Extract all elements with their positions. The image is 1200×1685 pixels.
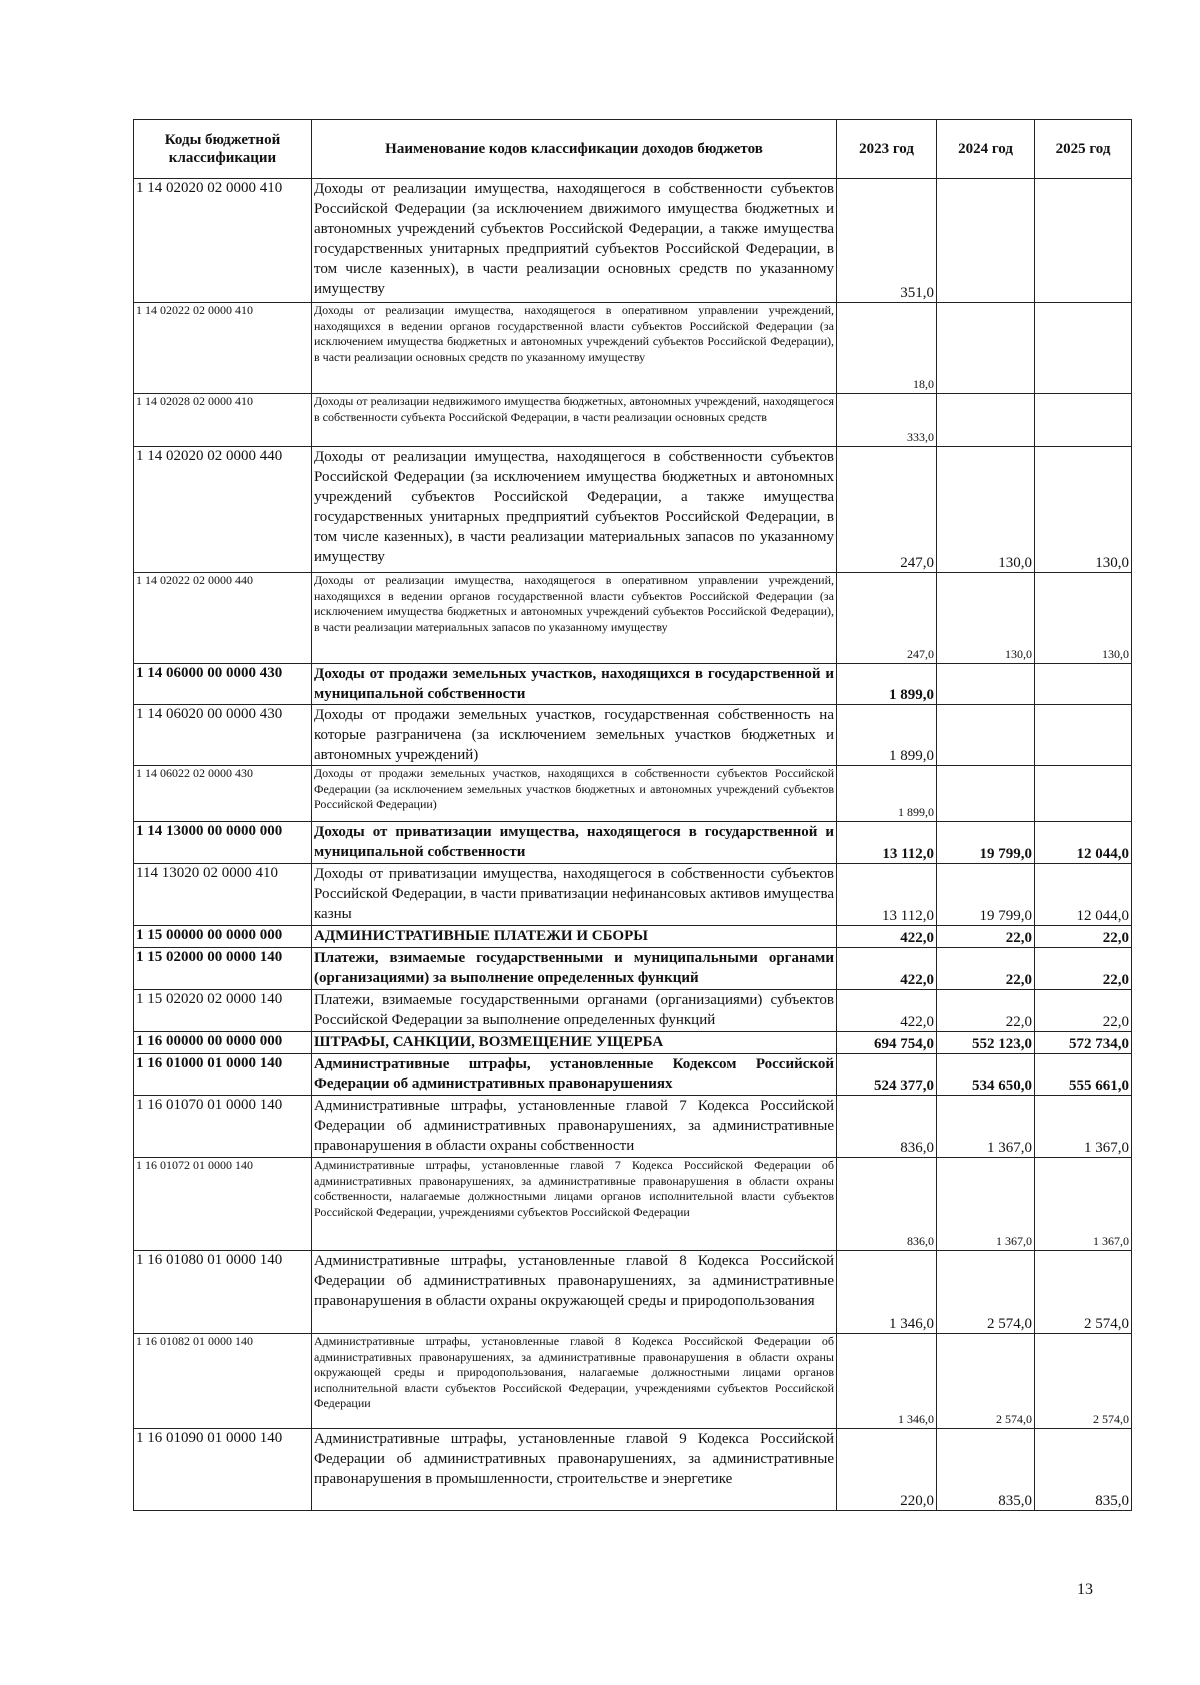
row-2024 xyxy=(937,303,1035,394)
row-name: Доходы от реализации имущества, находящегося в оперативном управлении учреждений, находящихся в ведении органов государственной власти субъектов Российской Федерации (за исключением имущества бюджетных и автономных учреждений субъектов Российской Федерации), в части реализации материальных запасов по указанному имуществу xyxy=(312,573,837,664)
row-2024: 835,0 xyxy=(937,1429,1035,1511)
row-name: Доходы от реализации имущества, находящегося в собственности субъектов Российской Федерации (за исключением имущества бюджетных и автономных учреждений субъектов Российской Федерации, а также имущества государственных унитарных предприятий субъектов Российской Федерации, в том числе казенных), в части реализации материальных запасов по указанному имуществу xyxy=(312,447,837,573)
table-row xyxy=(134,303,1132,394)
row-name: Административные штрафы, установленные главой 7 Кодекса Российской Федерации об административных правонарушениях, за административные правонарушения в области охраны собственности, налагаемые должностными лицами органов исполнительной власти субъектов Российской Федерации, учреждениями субъектов Российской Федерации xyxy=(312,1158,837,1251)
row-2023: 694 754,0 xyxy=(837,1032,937,1054)
row-2025 xyxy=(1035,179,1132,303)
row-2025: 835,0 xyxy=(1035,1429,1132,1511)
row-2024: 22,0 xyxy=(937,990,1035,1032)
row-code: 1 15 00000 00 0000 000 xyxy=(134,926,312,948)
row-2024: 552 123,0 xyxy=(937,1032,1035,1054)
row-2024: 2 574,0 xyxy=(937,1334,1035,1429)
row-2023: 18,0 xyxy=(837,303,937,394)
row-2025: 22,0 xyxy=(1035,926,1132,948)
table-row xyxy=(134,926,1132,948)
table-row xyxy=(134,664,1132,705)
row-name: АДМИНИСТРАТИВНЫЕ ПЛАТЕЖИ И СБОРЫ xyxy=(312,926,837,948)
row-name: Административные штрафы, установленные главой 8 Кодекса Российской Федерации об административных правонарушениях, за административные правонарушения в области охраны окружающей среды и природопользования xyxy=(312,1251,837,1334)
row-name: Доходы от продажи земельных участков, государственная собственность на которые разграничена (за исключением земельных участков бюджетных и автономных учреждений) xyxy=(312,705,837,766)
header-row xyxy=(134,120,1132,179)
row-code: 1 16 00000 00 0000 000 xyxy=(134,1032,312,1054)
row-code: 1 14 02022 02 0000 410 xyxy=(134,303,312,394)
row-2025: 1 367,0 xyxy=(1035,1096,1132,1158)
row-2024: 130,0 xyxy=(937,573,1035,664)
row-name: Доходы от реализации имущества, находящегося в оперативном управлении учреждений, находящихся в ведении органов государственной власти субъектов Российской Федерации (за исключением имущества бюджетных и автономных учреждений субъектов Российской Федерации), в части реализации основных средств по указанному имуществу xyxy=(312,303,837,394)
row-2023: 13 112,0 xyxy=(837,822,937,864)
row-2025 xyxy=(1035,664,1132,705)
row-2023: 836,0 xyxy=(837,1096,937,1158)
row-2024: 19 799,0 xyxy=(937,864,1035,926)
row-code: 1 14 02028 02 0000 410 xyxy=(134,394,312,447)
row-2025: 12 044,0 xyxy=(1035,822,1132,864)
row-2025: 22,0 xyxy=(1035,948,1132,990)
row-code: 1 14 06020 00 0000 430 xyxy=(134,705,312,766)
table-row xyxy=(134,1251,1132,1334)
row-name: Доходы от продажи земельных участков, находящихся в государственной и муниципальной собственности xyxy=(312,664,837,705)
row-2025: 130,0 xyxy=(1035,573,1132,664)
row-2023: 220,0 xyxy=(837,1429,937,1511)
table-row xyxy=(134,1429,1132,1511)
header-2024: 2024 год xyxy=(937,120,1035,179)
row-name: Платежи, взимаемые государственными органами (организациями) субъектов Российской Федерации за выполнение определенных функций xyxy=(312,990,837,1032)
table-row xyxy=(134,1054,1132,1096)
header-name: Наименование кодов классификации доходов бюджетов xyxy=(312,120,837,179)
row-code: 1 16 01082 01 0000 140 xyxy=(134,1334,312,1429)
row-2023: 1 899,0 xyxy=(837,766,937,822)
header-2025: 2025 год xyxy=(1035,120,1132,179)
row-code: 1 16 01000 01 0000 140 xyxy=(134,1054,312,1096)
row-code: 1 16 01070 01 0000 140 xyxy=(134,1096,312,1158)
header-2023: 2023 год xyxy=(837,120,937,179)
header-codes: Коды бюджетной классификации xyxy=(134,120,312,179)
row-2025 xyxy=(1035,705,1132,766)
row-2023: 422,0 xyxy=(837,926,937,948)
row-2023: 1 899,0 xyxy=(837,705,937,766)
row-name: Административные штрафы, установленные Кодексом Российской Федерации об административных правонарушениях xyxy=(312,1054,837,1096)
table-row xyxy=(134,990,1132,1032)
row-2023: 422,0 xyxy=(837,948,937,990)
table-row xyxy=(134,705,1132,766)
row-code: 1 15 02020 02 0000 140 xyxy=(134,990,312,1032)
row-2024: 1 367,0 xyxy=(937,1096,1035,1158)
row-2025: 2 574,0 xyxy=(1035,1334,1132,1429)
row-2023: 524 377,0 xyxy=(837,1054,937,1096)
row-code: 1 14 02020 02 0000 410 xyxy=(134,179,312,303)
row-name: Доходы от приватизации имущества, находящегося в государственной и муниципальной собственности xyxy=(312,822,837,864)
row-2024: 22,0 xyxy=(937,926,1035,948)
table-row xyxy=(134,766,1132,822)
table-row xyxy=(134,1334,1132,1429)
table-row xyxy=(134,394,1132,447)
row-code: 1 14 06000 00 0000 430 xyxy=(134,664,312,705)
row-2025: 555 661,0 xyxy=(1035,1054,1132,1096)
row-name: Платежи, взимаемые государственными и муниципальными органами (организациями) за выполнение определенных функций xyxy=(312,948,837,990)
row-2023: 1 346,0 xyxy=(837,1251,937,1334)
row-name: Доходы от реализации имущества, находящегося в собственности субъектов Российской Федерации (за исключением движимого имущества бюджетных и автономных учреждений субъектов Российской Федерации, а также имущества государственных унитарных предприятий субъектов Российской Федерации, в том числе казенных), в части реализации основных средств по указанному имуществу xyxy=(312,179,837,303)
row-2025: 2 574,0 xyxy=(1035,1251,1132,1334)
row-2023: 1 899,0 xyxy=(837,664,937,705)
row-2023: 1 346,0 xyxy=(837,1334,937,1429)
row-2023: 422,0 xyxy=(837,990,937,1032)
row-2023: 247,0 xyxy=(837,573,937,664)
table-row xyxy=(134,1096,1132,1158)
row-code: 1 14 06022 02 0000 430 xyxy=(134,766,312,822)
row-code: 114 13020 02 0000 410 xyxy=(134,864,312,926)
row-code: 1 14 02022 02 0000 440 xyxy=(134,573,312,664)
row-2024 xyxy=(937,179,1035,303)
row-name: Административные штрафы, установленные главой 7 Кодекса Российской Федерации об административных правонарушениях, за административные правонарушения в области охраны собственности xyxy=(312,1096,837,1158)
table-row xyxy=(134,822,1132,864)
page-number: 13 xyxy=(1077,1581,1093,1598)
row-2025 xyxy=(1035,394,1132,447)
row-2024: 1 367,0 xyxy=(937,1158,1035,1251)
row-2023: 247,0 xyxy=(837,447,937,573)
row-code: 1 16 01090 01 0000 140 xyxy=(134,1429,312,1511)
table-row xyxy=(134,573,1132,664)
row-2025: 1 367,0 xyxy=(1035,1158,1132,1251)
table-row xyxy=(134,1032,1132,1054)
row-code: 1 16 01072 01 0000 140 xyxy=(134,1158,312,1251)
row-2024 xyxy=(937,766,1035,822)
table-row xyxy=(134,864,1132,926)
table-row xyxy=(134,447,1132,573)
row-2024: 2 574,0 xyxy=(937,1251,1035,1334)
table-row xyxy=(134,179,1132,303)
row-code: 1 16 01080 01 0000 140 xyxy=(134,1251,312,1334)
table-row xyxy=(134,948,1132,990)
row-name: ШТРАФЫ, САНКЦИИ, ВОЗМЕЩЕНИЕ УЩЕРБА xyxy=(312,1032,837,1054)
table-row xyxy=(134,1158,1132,1251)
row-2024: 19 799,0 xyxy=(937,822,1035,864)
row-2025: 22,0 xyxy=(1035,990,1132,1032)
row-2024 xyxy=(937,705,1035,766)
row-name: Административные штрафы, установленные главой 9 Кодекса Российской Федерации об административных правонарушениях, за административные правонарушения в промышленности, строительстве и энергетике xyxy=(312,1429,837,1511)
row-code: 1 14 02020 02 0000 440 xyxy=(134,447,312,573)
row-2025: 12 044,0 xyxy=(1035,864,1132,926)
row-2024 xyxy=(937,394,1035,447)
row-name: Административные штрафы, установленные главой 8 Кодекса Российской Федерации об административных правонарушениях, за административные правонарушения в области охраны окружающей среды и природопользования, налагаемые должностными лицами органов исполнительной власти субъектов Российской Федерации, учреждениями субъектов Российской Федерации xyxy=(312,1334,837,1429)
row-2025 xyxy=(1035,303,1132,394)
row-code: 1 15 02000 00 0000 140 xyxy=(134,948,312,990)
row-name: Доходы от продажи земельных участков, находящихся в собственности субъектов Российской Федерации (за исключением земельных участков бюджетных и автономных учреждений субъектов Российской Федерации) xyxy=(312,766,837,822)
row-2024: 130,0 xyxy=(937,447,1035,573)
row-2023: 351,0 xyxy=(837,179,937,303)
row-2023: 13 112,0 xyxy=(837,864,937,926)
row-2024: 22,0 xyxy=(937,948,1035,990)
row-name: Доходы от реализации недвижимого имущества бюджетных, автономных учреждений, находящегося в собственности субъекта Российской Федерации, в части реализации основных средств xyxy=(312,394,837,447)
row-code: 1 14 13000 00 0000 000 xyxy=(134,822,312,864)
row-2025 xyxy=(1035,766,1132,822)
row-2023: 836,0 xyxy=(837,1158,937,1251)
row-name: Доходы от приватизации имущества, находящегося в собственности субъектов Российской Федерации, в части приватизации нефинансовых активов имущества казны xyxy=(312,864,837,926)
row-2024 xyxy=(937,664,1035,705)
revenue-table xyxy=(133,119,1132,1511)
row-2025: 130,0 xyxy=(1035,447,1132,573)
row-2025: 572 734,0 xyxy=(1035,1032,1132,1054)
row-2023: 333,0 xyxy=(837,394,937,447)
row-2024: 534 650,0 xyxy=(937,1054,1035,1096)
